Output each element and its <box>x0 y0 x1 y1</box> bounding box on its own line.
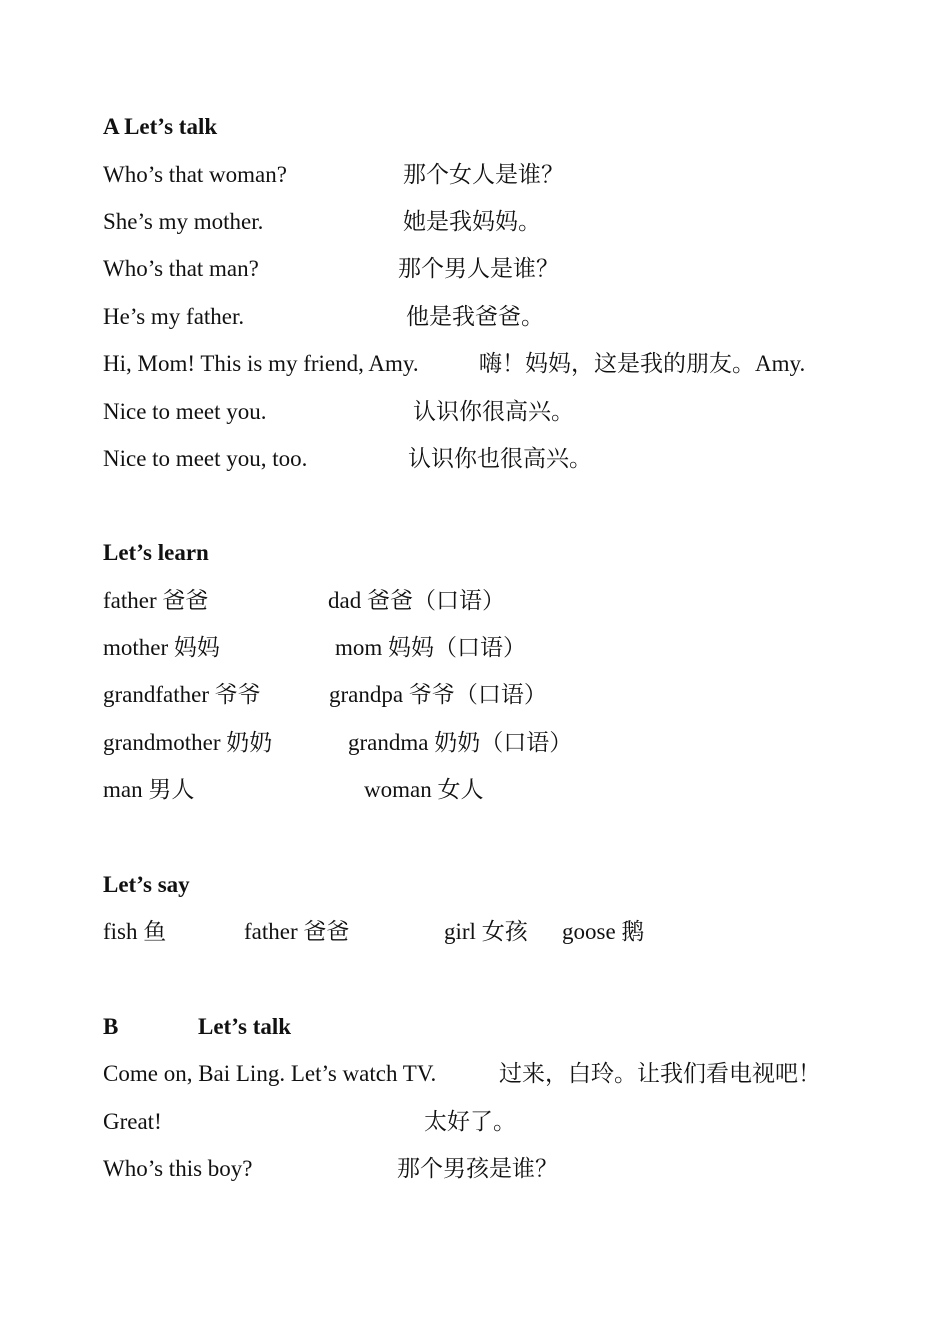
dialogue-line-3 <box>103 254 559 284</box>
vocab-word: dad 爸爸（口语） <box>328 588 505 613</box>
dialogue-chinese: 那个男孩是谁？ <box>397 1156 558 1181</box>
phonics-word: father 爸爸 <box>244 919 350 944</box>
b-dialogue-line-1 <box>103 1059 821 1089</box>
dialogue-english: She’s my mother. <box>103 209 264 234</box>
vocab-row-1 <box>103 586 505 616</box>
vocab-word: grandmother 奶奶 <box>103 730 273 755</box>
dialogue-chinese: 认识你很高兴。 <box>413 399 574 424</box>
vocab-word: woman 女人 <box>364 777 484 802</box>
dialogue-english: Hi, Mom! This is my friend, Amy. <box>103 351 419 376</box>
section-b-letter: B <box>103 1014 119 1039</box>
section-b-heading <box>103 1012 292 1042</box>
dialogue-chinese: 他是我爸爸。 <box>406 304 544 329</box>
dialogue-chinese: 她是我妈妈。 <box>403 209 541 234</box>
lets-say-heading: Let’s say <box>103 872 190 897</box>
vocab-word: grandfather 爷爷 <box>103 682 261 707</box>
dialogue-line-6 <box>103 397 574 427</box>
section-a-heading: A Let’s talk <box>103 114 218 139</box>
vocab-row-3 <box>103 680 547 710</box>
phonics-word: girl 女孩 <box>444 919 528 944</box>
dialogue-line-1 <box>103 160 564 190</box>
b-dialogue-line-3 <box>103 1154 558 1184</box>
dialogue-english: Nice to meet you, too. <box>103 446 308 471</box>
dialogue-line-4 <box>103 302 544 332</box>
phonics-word: goose 鹅 <box>562 919 645 944</box>
vocab-row-4 <box>103 728 573 758</box>
dialogue-chinese: 认识你也很高兴。 <box>408 446 592 471</box>
dialogue-english: Who’s this boy? <box>103 1156 253 1181</box>
phonics-word: fish 鱼 <box>103 919 167 944</box>
dialogue-chinese: 那个女人是谁？ <box>403 162 564 187</box>
vocab-word: mother 妈妈 <box>103 635 220 660</box>
dialogue-english: Who’s that man? <box>103 256 259 281</box>
dialogue-english: He’s my father. <box>103 304 245 329</box>
section-b-title: Let’s talk <box>198 1014 292 1039</box>
lets-learn-heading: Let’s learn <box>103 540 209 565</box>
vocab-row-5 <box>103 775 484 805</box>
dialogue-english: Come on, Bai Ling. Let’s watch TV. <box>103 1061 437 1086</box>
dialogue-english: Nice to meet you. <box>103 399 267 424</box>
dialogue-line-5 <box>103 349 806 379</box>
lets-say-row <box>103 917 645 947</box>
dialogue-chinese: 太好了。 <box>424 1109 516 1134</box>
dialogue-chinese: 嗨！妈妈，这是我的朋友。Amy. <box>479 351 806 376</box>
dialogue-english: Great! <box>103 1109 162 1134</box>
vocab-word: father 爸爸 <box>103 588 209 613</box>
vocab-word: grandpa 爷爷（口语） <box>329 682 547 707</box>
vocab-word: man 男人 <box>103 777 195 802</box>
dialogue-english: Who’s that woman? <box>103 162 287 187</box>
dialogue-chinese: 过来，白玲。让我们看电视吧！ <box>499 1061 821 1086</box>
vocab-word: grandma 奶奶（口语） <box>348 730 573 755</box>
b-dialogue-line-2 <box>103 1107 516 1137</box>
dialogue-line-7 <box>103 444 592 474</box>
dialogue-line-2 <box>103 207 541 237</box>
dialogue-chinese: 那个男人是谁？ <box>398 256 559 281</box>
vocab-word: mom 妈妈（口语） <box>335 635 527 660</box>
vocab-row-2 <box>103 633 527 663</box>
